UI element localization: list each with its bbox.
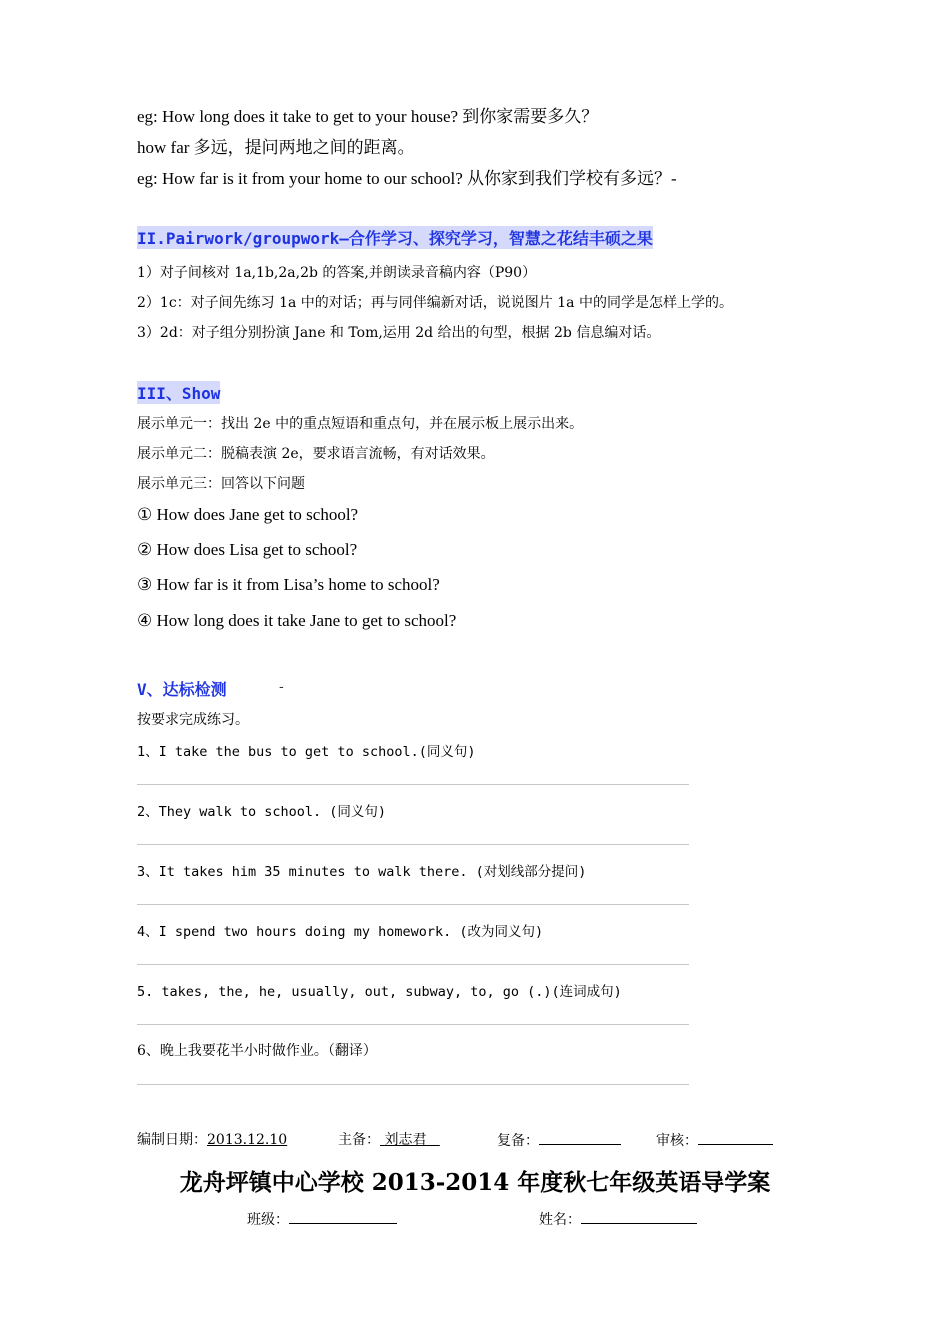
section-3-heading: III、Show [137, 381, 220, 404]
exercise-1: 1、I take the bus to get to school.(同义句) [137, 744, 476, 760]
intro-line-1: eg: How long does it take to get to your house? 到你家需要多久？ [137, 107, 599, 126]
review-field [497, 1129, 621, 1150]
name-field [539, 1208, 697, 1229]
audit-blank[interactable] [698, 1129, 773, 1145]
intro-line-3: eg: How far is it from your home to our school? 从你家到我们学校有多远？- [137, 169, 677, 188]
section-2-heading: II.Pairwork/groupwork—合作学习、探究学习，智慧之花结丰硕之果 [137, 226, 653, 249]
show-unit-3: 展示单元三：回答以下问题 [137, 476, 305, 492]
class-blank[interactable] [289, 1208, 397, 1224]
exercise-3: 3、It takes him 35 minutes to walk there. (对划线部分提问) [137, 864, 587, 880]
document-title: 龙舟坪镇中心学校 2013-2014 年度秋七年级英语导学案 [179, 1169, 771, 1196]
review-blank[interactable] [539, 1129, 621, 1145]
exercise-5: 5. takes, the, he, usually, out, subway, to, go (.)(连词成句) [137, 984, 622, 1000]
exercise-4: 4、I spend two hours doing my homework. (改为同义句) [137, 924, 544, 940]
section-2-item-2: 2）1c：对子间先练习 1a 中的对话；再与同伴编新对话，说说图片 1a 中的同学是怎样上学的。 [137, 295, 733, 311]
section-2-item-1: 1）对子间核对 1a,1b,2a,2b 的答案,并朗读录音稿内容（P90） [137, 265, 537, 281]
prep-label: 主备： [338, 1132, 380, 1148]
answer-line-4[interactable] [137, 964, 689, 965]
section-5-dash: - [279, 679, 284, 695]
review-label: 复备： [497, 1133, 539, 1149]
audit-field [656, 1129, 773, 1150]
section-5-instruction: 按要求完成练习。 [137, 712, 249, 728]
show-unit-2: 展示单元二：脱稿表演 2e，要求语言流畅，有对话效果。 [137, 446, 495, 462]
date-value: 2013.12.10 [207, 1132, 288, 1148]
answer-line-2[interactable] [137, 844, 689, 845]
class-label: 班级： [247, 1212, 289, 1228]
date-label: 编制日期： [137, 1132, 207, 1148]
exercise-2: 2、They walk to school. (同义句) [137, 804, 387, 820]
name-label: 姓名： [539, 1212, 581, 1228]
answer-line-5[interactable] [137, 1024, 689, 1025]
name-blank[interactable] [581, 1208, 697, 1224]
question-2: ② How does Lisa get to school? [137, 540, 358, 559]
answer-line-6[interactable] [137, 1084, 689, 1085]
date-field [137, 1129, 287, 1149]
question-1: ① How does Jane get to school? [137, 505, 359, 524]
answer-line-3[interactable] [137, 904, 689, 905]
prep-value: 刘志君 [384, 1132, 427, 1148]
audit-label: 审核： [656, 1133, 698, 1149]
section-2-item-3: 3）2d：对子组分别扮演 Jane 和 Tom,运用 2d 给出的句型，根据 2b 信息编对话。 [137, 325, 661, 341]
question-4: ④ How long does it take Jane to get to school? [137, 611, 457, 630]
class-field [247, 1208, 397, 1229]
section-5-heading: V、达标检测 [137, 680, 227, 699]
intro-line-2: how far 多远，提问两地之间的距离。 [137, 138, 415, 157]
question-3: ③ How far is it from Lisa’s home to school? [137, 575, 440, 594]
answer-line-1[interactable] [137, 784, 689, 785]
exercise-6: 6、晚上我要花半小时做作业。（翻译） [137, 1043, 377, 1059]
show-unit-1: 展示单元一：找出 2e 中的重点短语和重点句，并在展示板上展示出来。 [137, 416, 584, 432]
prep-field [338, 1129, 440, 1149]
